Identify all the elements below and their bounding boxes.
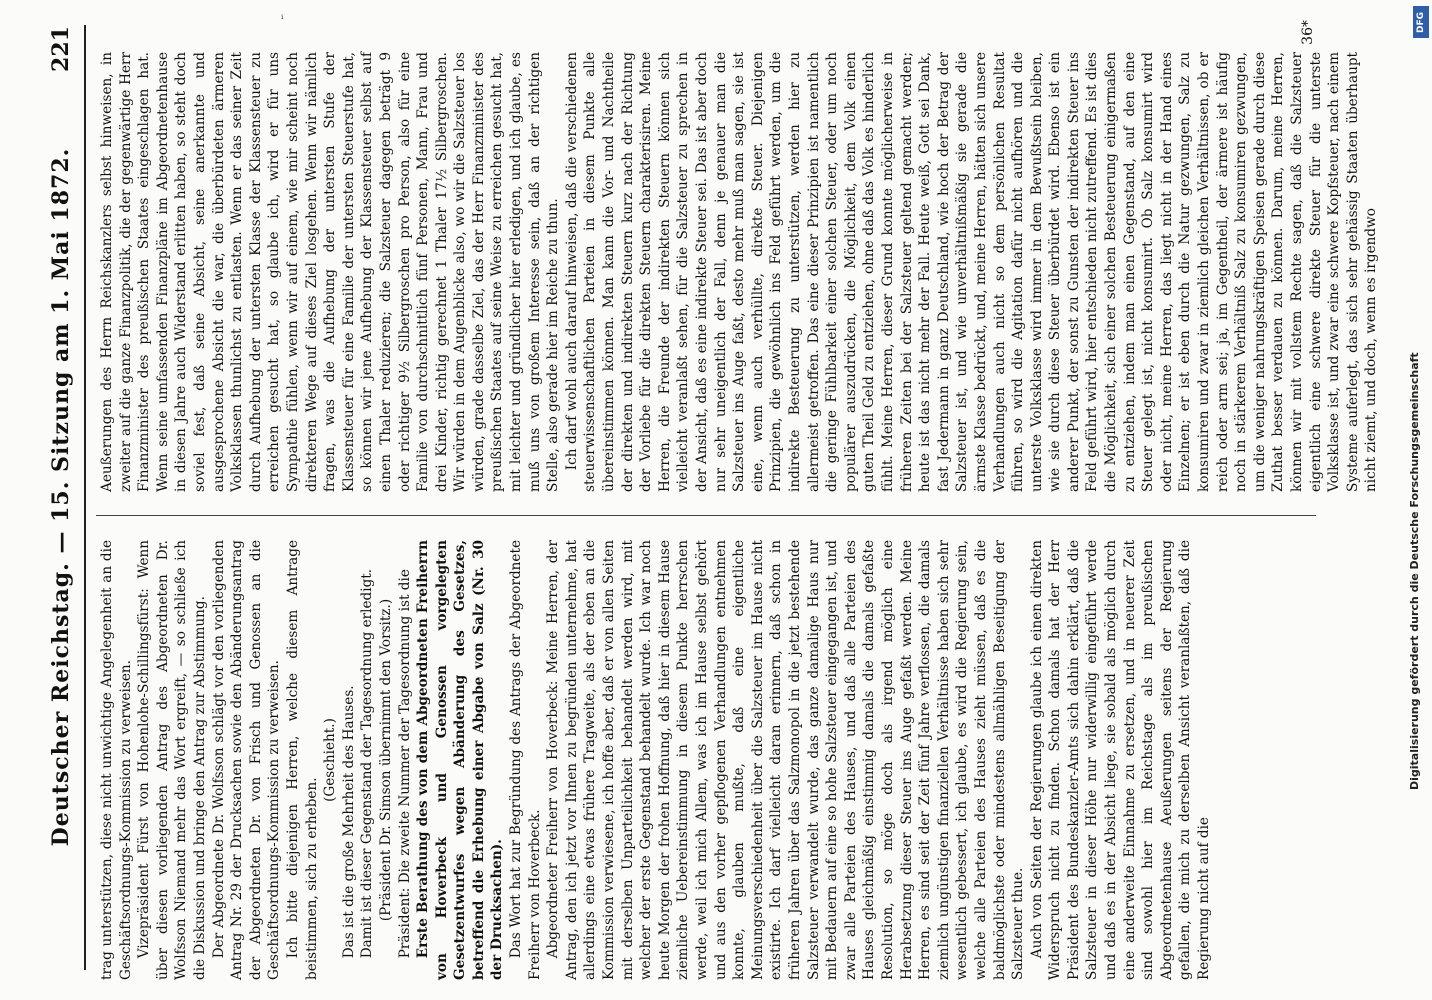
- left-column-paragraph: Ich bitte diejenigen Herren, welche diesem Antrage beistimmen, sich zu erheben.: [284, 540, 320, 980]
- running-title: Deutscher Reichstag. — 15. Sitzung am 1. Mai 1872.: [48, 147, 74, 847]
- page-header: [44, 22, 80, 972]
- left-column-paragraph: Erste Berathung des von dem Abgeordneten Freiherrn von Hoverbeck und Genossen vorgelegten Gesetzentwurfes wegen Abänderung des Gesetzes, betreffend die Erhebung einer Abgabe von Salz (Nr. 30 der Drucksachen).: [415, 540, 506, 980]
- left-column-paragraph: Das ist die große Mehrheit des Hauses.: [340, 685, 357, 959]
- left-column-paragraph: Auch von Seiten der Regierungen glaube ich einen direkten Widerspruch nicht zu finden. Schon damals hat der Herr Präsident des Bundeskanzler-Amts sich dahin erklärt, daß die Salzsteuer in dieser Höhe nur widerwillig eingeführt werde und daß es in der Absicht liege, sie sobald als möglich durch eine anderweite Einnahme zu ersetzen, und in neuerer Zeit sind sowohl hier im Reichstage als im preußischen Abgeordnetenhause Aeußerungen seitens der Regierung gefallen, die mich zu derselben Ansicht veranlaßten, daß die Regierung nicht auf die: [1028, 540, 1213, 980]
- right-column: [98, 52, 1381, 492]
- left-column-paragraph: Abgeordneter Freiherr von Hoverbeck: Meine Herren, der Antrag, den ich jetzt vor Ihnen zu begründen unternehme, hat allerdings eine etwas frühere Tragweite, als der eben an die Kommission verwiesene, ich hoffe aber, daß er von allen Seiten mit derselben Unparteilichkeit behandelt werden wird, mit welcher der erste Gegenstand behandelt wurde. Ich war noch heute Morgen der frohen Hoffnung, daß hier in diesem Hause ziemliche Uebereinstimmung in diesem Punkte herrschen werde, weil ich mich Allem, was ich im Hause selbst gehört und aus den vorher gepflogenen Verhandlungen entnehmen konnte, glauben mußte, daß eine eigentliche Meinungsverschiedenheit über die Salzsteuer im Hause nicht existirte. Ich darf vielleicht daran erinnern, daß schon in früheren Jahren über das Salzmonopol in die jetzt bestehende Salzsteuer verwandelt wurde, das ganze damalige Haus nur mit Bedauern auf eine so hohe Salzsteuer eingegangen ist, und zwar alle Parteien des Hauses, und daß alle Parteien des Hauses gleichmäßig einstimmig damals die damals gefaßte Resolution, so möge doch als irgend möglich eine Herabsetzung dieser Steuer ins Auge gefaßt werden. Meine Herren, es sind seit der Zeit fünf Jahre verflossen, die damals ziemlich ungünstigen finanziellen Verhältnisse haben sich sehr wesentlich gebessert, ich glaube, es wird die Regierung sein, welche alle Parteien des Hauses zieht müssen, daß es die baldmöglichste oder mindestens allmähligen Beseitigung der Salzsteuer thue.: [545, 540, 1027, 980]
- page-number: 221: [48, 26, 74, 72]
- left-column-paragraph: (Präsident Dr. Simson übernimmt den Vorsitz.): [377, 598, 394, 922]
- left-column-paragraph: Präsident: Die zweite Nummer der Tagesordnung ist die: [396, 569, 413, 959]
- signature-mark: 36*: [1300, 20, 1316, 45]
- dfg-notice: Digitalisierung gefördert durch die Deutsche Forschungsgemeinschaft: [1408, 352, 1421, 790]
- header-rule: [84, 25, 86, 970]
- left-column-paragraph: trag unterstützen, diese nicht unwichtige Angelegenheit an die Geschäftsordnungs-Kommission zu verweisen.: [99, 540, 134, 980]
- left-column-paragraph: Das Wort hat zur Begründung des Antrags der Abgeordnete Freiherr von Hoverbeck.: [508, 540, 543, 980]
- left-column-paragraph: Der Abgeordnete Dr. Wolfsson schlägt vor den vorliegenden Antrag Nr. 29 der Drucksachen sowie den Abänderungsantrag der Abgeordneten Dr. von Frisch und Genossen an die Geschäftsordnungs-Kommission zu verweisen.: [210, 540, 283, 980]
- right-column-paragraph: Ich darf wohl auch darauf hinweisen, daß die verschiedenen steuerwissenschaftlichen Parteien in diesem Punkte alle übereinstimmen können. Man kann die Vor- und Nachtheile der direkten und indirekten Steuern kurz nach der Richtung der Vorliebe für die direkten Steuern charakterisiren. Meine Herren, die Freunde der indirekten Steuern können sich vielleicht veranlaßt sehen, für die Salzsteuer zu sprechen in der Ansicht, daß es eine indirekte Steuer sei. Das ist aber doch nur sehr uneigentlich der Fall, denn je genauer man die Salzsteuer ins Auge faßt, desto mehr muß man sagen, sie ist eine, wenn auch verhüllte, direkte Steuer. Diejenigen Prinzipien, die gewöhnlich ins Feld geführt werden, um die indirekte Besteuerung zu unterstützen, werden hier zu allermeist getroffen. Das eine dieser Prinzipien ist namentlich die geringe Fühlbarkeit einer solchen Steuer, oder um noch populärer auszudrücken, die Möglichkeit, dem Volk einen guten Theil Geld zu entziehen, ohne daß das Volk es hinderlich fühlt. Meine Herren, dieser Grund konnte möglicherweise in früheren Zeiten bei der Salzsteuer geltend gemacht werden; heute ist das nicht mehr der Fall. Heute weiß, Gott sei Dank, fast Jedermann in ganz Deutschland, wie hoch der Betrag der Salzsteuer ist, und wie unverhältnißmäßig sie gerade die ärmste Klasse bedrückt, und, meine Herren, hätten sich unsere Verhandlungen auch nicht so dem persönlichen Resultat führen, so wird die Agitation dafür nicht aufhören und die unterste Volksklasse wird immer in dem Bewußtsein bleiben, wie sie durch diese Steuer überbürdet wird. Ebenso ist ein anderer Punkt, der sonst zu Gunsten der indirekten Steuer ins Feld geführt wird, hier entschieden nicht zutreffend. Es ist dies die Möglichkeit, sich einer solchen Besteuerung einigermaßen zu entziehen, indem man einen Gegenstand, auf den eine Steuer gelegt ist, nicht konsumirt. Ob Salz konsumirt wird oder nicht, meine Herren, das liegt nicht in der Hand eines Einzelnen; er ist eben durch die Natur gezwungen, Salz zu konsumiren und zwar in ziemlich gleichen Verhältnissen, ob er reich oder arm sei; ja, im Gegentheil, der ärmere ist häufig noch in stärkerem Verhältniß Salz zu konsumiren gezwungen, um die weniger nahrungskräftigen Speisen gerade durch diese Zuthat besser verdauen zu können. Darum, meine Herren, können wir mit vollstem Rechte sagen, daß die Salzsteuer eigentlich eine schwere direkte Steuer für die unterste Volksklasse ist, und zwar eine schwere Kopfsteuer, nach einem Systeme auferlegt, das sich sehr gehässig Staaten überhaupt nicht ziemt, und doch, wenn es irgendwo: [563, 52, 1380, 492]
- column-divider: [96, 515, 1316, 516]
- right-column-paragraph: Aeußerungen des Herrn Reichskanzlers selbst hinweisen, in zweiter auf die ganze Finanzpolitik, die der gegenwärtige Herr Finanzminister des preußischen Staates eingeschlagen hat. Wenn seine umfassenden Finanzpläne im Abgeordnetenhause in diesen Jahre auch Widerstand erlitten haben, so steht doch soviel fest, daß seine Absicht, seine anerkannte und ausgesprochene Absicht die war, die überbürdeten ärmeren Volksklassen thunlichst zu entlasten. Wenn er das seiner Zeit durch Aufhebung der untersten Klasse der Klassensteuer zu erreichen gesucht hat, so glaube ich, wird er für uns Sympathie fühlen, wenn wir auf einem, wie mir scheint noch direkteren Wege auf dieses Ziel losgehen. Wenn wir nämlich fragen, was die Aufhebung der untersten Stufe der Klassensteuer für eine Familie der untersten Steuerstufe hat, so können wir jene Aufhebung der Klassensteuer selbst auf einen Thaler reduzieren; die Salzsteuer dagegen beträgt 9 oder richtiger 9½ Silbergroschen pro Person, also für eine Familie von durchschnittlich fünf Personen, Mann, Frau und drei Kinder, richtig gerechnet 1 Thaler 17½ Silbergroschen. Wir würden in dem Augenblicke also, wo wir die Salzsteuer los würden, grade dasselbe Ziel, das der Herr Finanzminister des preußischen Staates auf seine Weise zu erreichen gesucht hat, mit leichter und gründlicher hier erledigen, und ich glaube, es muß uns von großem Interesse sein, daß an der richtigen Stelle, also gerade hier im Reiche zu thun.: [99, 52, 562, 492]
- left-column-paragraph: Damit ist dieser Gegenstand der Tagesordnung erledigt.: [359, 568, 376, 959]
- dfg-logo: DFG: [1413, 6, 1429, 38]
- scan-mark: ⁱ: [281, 12, 284, 26]
- left-column: [98, 540, 1214, 980]
- left-column-paragraph: Vizepräsident Fürst von Hohenlohe-Schillingsfürst: Wenn über diesen vorliegenden Antrag des Abgeordneten Dr. Wolfsson Niemand mehr das Wort ergreift, — so schließe ich die Diskussion und bringe den Antrag zur Abstimmung.: [136, 540, 208, 980]
- left-column-paragraph: (Geschieht.): [322, 718, 339, 802]
